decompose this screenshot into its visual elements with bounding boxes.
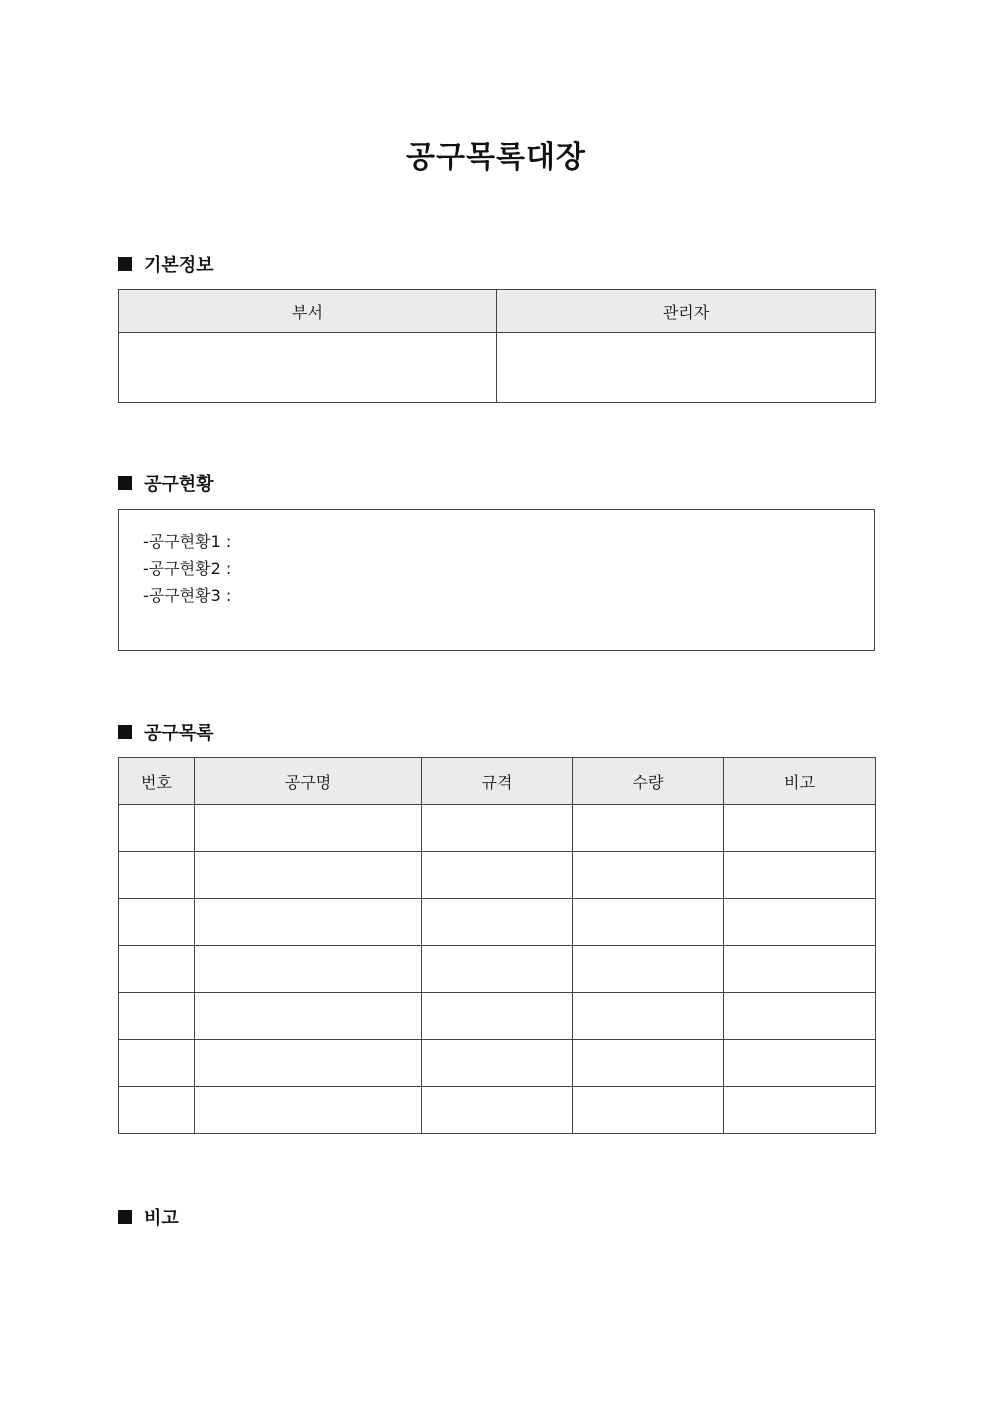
section-heading-remarks bbox=[118, 1205, 179, 1229]
header-spec: 규격 bbox=[422, 758, 573, 805]
table-row bbox=[119, 946, 876, 993]
basic-info-table bbox=[118, 289, 876, 403]
tool-name-cell[interactable] bbox=[195, 993, 422, 1040]
section-heading-label: 기본정보 bbox=[144, 255, 214, 276]
remarks-cell[interactable] bbox=[724, 946, 876, 993]
remarks-cell[interactable] bbox=[724, 805, 876, 852]
table-header-row bbox=[119, 758, 876, 805]
tool-name-cell[interactable] bbox=[195, 946, 422, 993]
square-bullet-icon bbox=[118, 1210, 132, 1224]
number-cell[interactable] bbox=[119, 946, 195, 993]
spec-cell[interactable] bbox=[422, 805, 573, 852]
tool-status-line-3: -공구현황3 : bbox=[143, 586, 232, 605]
tool-list-table bbox=[118, 757, 876, 1134]
tool-status-lines bbox=[143, 528, 231, 609]
tool-name-cell[interactable] bbox=[195, 1087, 422, 1134]
number-cell[interactable] bbox=[119, 899, 195, 946]
quantity-cell[interactable] bbox=[573, 1040, 724, 1087]
header-tool-name: 공구명 bbox=[195, 758, 422, 805]
spec-cell[interactable] bbox=[422, 852, 573, 899]
tool-status-box[interactable] bbox=[118, 509, 875, 651]
spec-cell[interactable] bbox=[422, 993, 573, 1040]
number-cell[interactable] bbox=[119, 805, 195, 852]
header-manager: 관리자 bbox=[497, 290, 876, 333]
section-heading-label: 비고 bbox=[144, 1208, 179, 1229]
tool-name-cell[interactable] bbox=[195, 805, 422, 852]
remarks-cell[interactable] bbox=[724, 1087, 876, 1134]
remarks-cell[interactable] bbox=[724, 1040, 876, 1087]
remarks-cell[interactable] bbox=[724, 852, 876, 899]
table-row bbox=[119, 1087, 876, 1134]
quantity-cell[interactable] bbox=[573, 805, 724, 852]
spec-cell[interactable] bbox=[422, 899, 573, 946]
spec-cell[interactable] bbox=[422, 1087, 573, 1134]
header-department: 부서 bbox=[119, 290, 497, 333]
manager-cell[interactable] bbox=[497, 333, 876, 403]
remarks-cell[interactable] bbox=[724, 899, 876, 946]
square-bullet-icon bbox=[118, 257, 132, 271]
quantity-cell[interactable] bbox=[573, 1087, 724, 1134]
department-cell[interactable] bbox=[119, 333, 497, 403]
tool-status-line-1: -공구현황1 : bbox=[143, 532, 232, 551]
number-cell[interactable] bbox=[119, 1087, 195, 1134]
header-remarks: 비고 bbox=[724, 758, 876, 805]
spec-cell[interactable] bbox=[422, 946, 573, 993]
tool-name-cell[interactable] bbox=[195, 899, 422, 946]
number-cell[interactable] bbox=[119, 852, 195, 899]
section-heading-basic-info bbox=[118, 252, 214, 276]
tool-name-cell[interactable] bbox=[195, 852, 422, 899]
table-row bbox=[119, 993, 876, 1040]
section-heading-tool-list bbox=[118, 720, 214, 744]
quantity-cell[interactable] bbox=[573, 993, 724, 1040]
quantity-cell[interactable] bbox=[573, 852, 724, 899]
header-quantity: 수량 bbox=[573, 758, 724, 805]
quantity-cell[interactable] bbox=[573, 899, 724, 946]
quantity-cell[interactable] bbox=[573, 946, 724, 993]
number-cell[interactable] bbox=[119, 993, 195, 1040]
section-heading-label: 공구현황 bbox=[144, 474, 214, 495]
tool-name-cell[interactable] bbox=[195, 1040, 422, 1087]
remarks-cell[interactable] bbox=[724, 993, 876, 1040]
number-cell[interactable] bbox=[119, 1040, 195, 1087]
tool-status-line-2: -공구현황2 : bbox=[143, 559, 232, 578]
square-bullet-icon bbox=[118, 725, 132, 739]
spec-cell[interactable] bbox=[422, 1040, 573, 1087]
table-row bbox=[119, 852, 876, 899]
section-heading-tool-status bbox=[118, 471, 214, 495]
header-number: 번호 bbox=[119, 758, 195, 805]
table-row bbox=[119, 333, 876, 403]
table-row bbox=[119, 1040, 876, 1087]
table-row bbox=[119, 899, 876, 946]
table-header-row bbox=[119, 290, 876, 333]
square-bullet-icon bbox=[118, 476, 132, 490]
section-heading-label: 공구목록 bbox=[144, 723, 214, 744]
table-row bbox=[119, 805, 876, 852]
document-title: 공구목록대장 bbox=[406, 140, 586, 175]
